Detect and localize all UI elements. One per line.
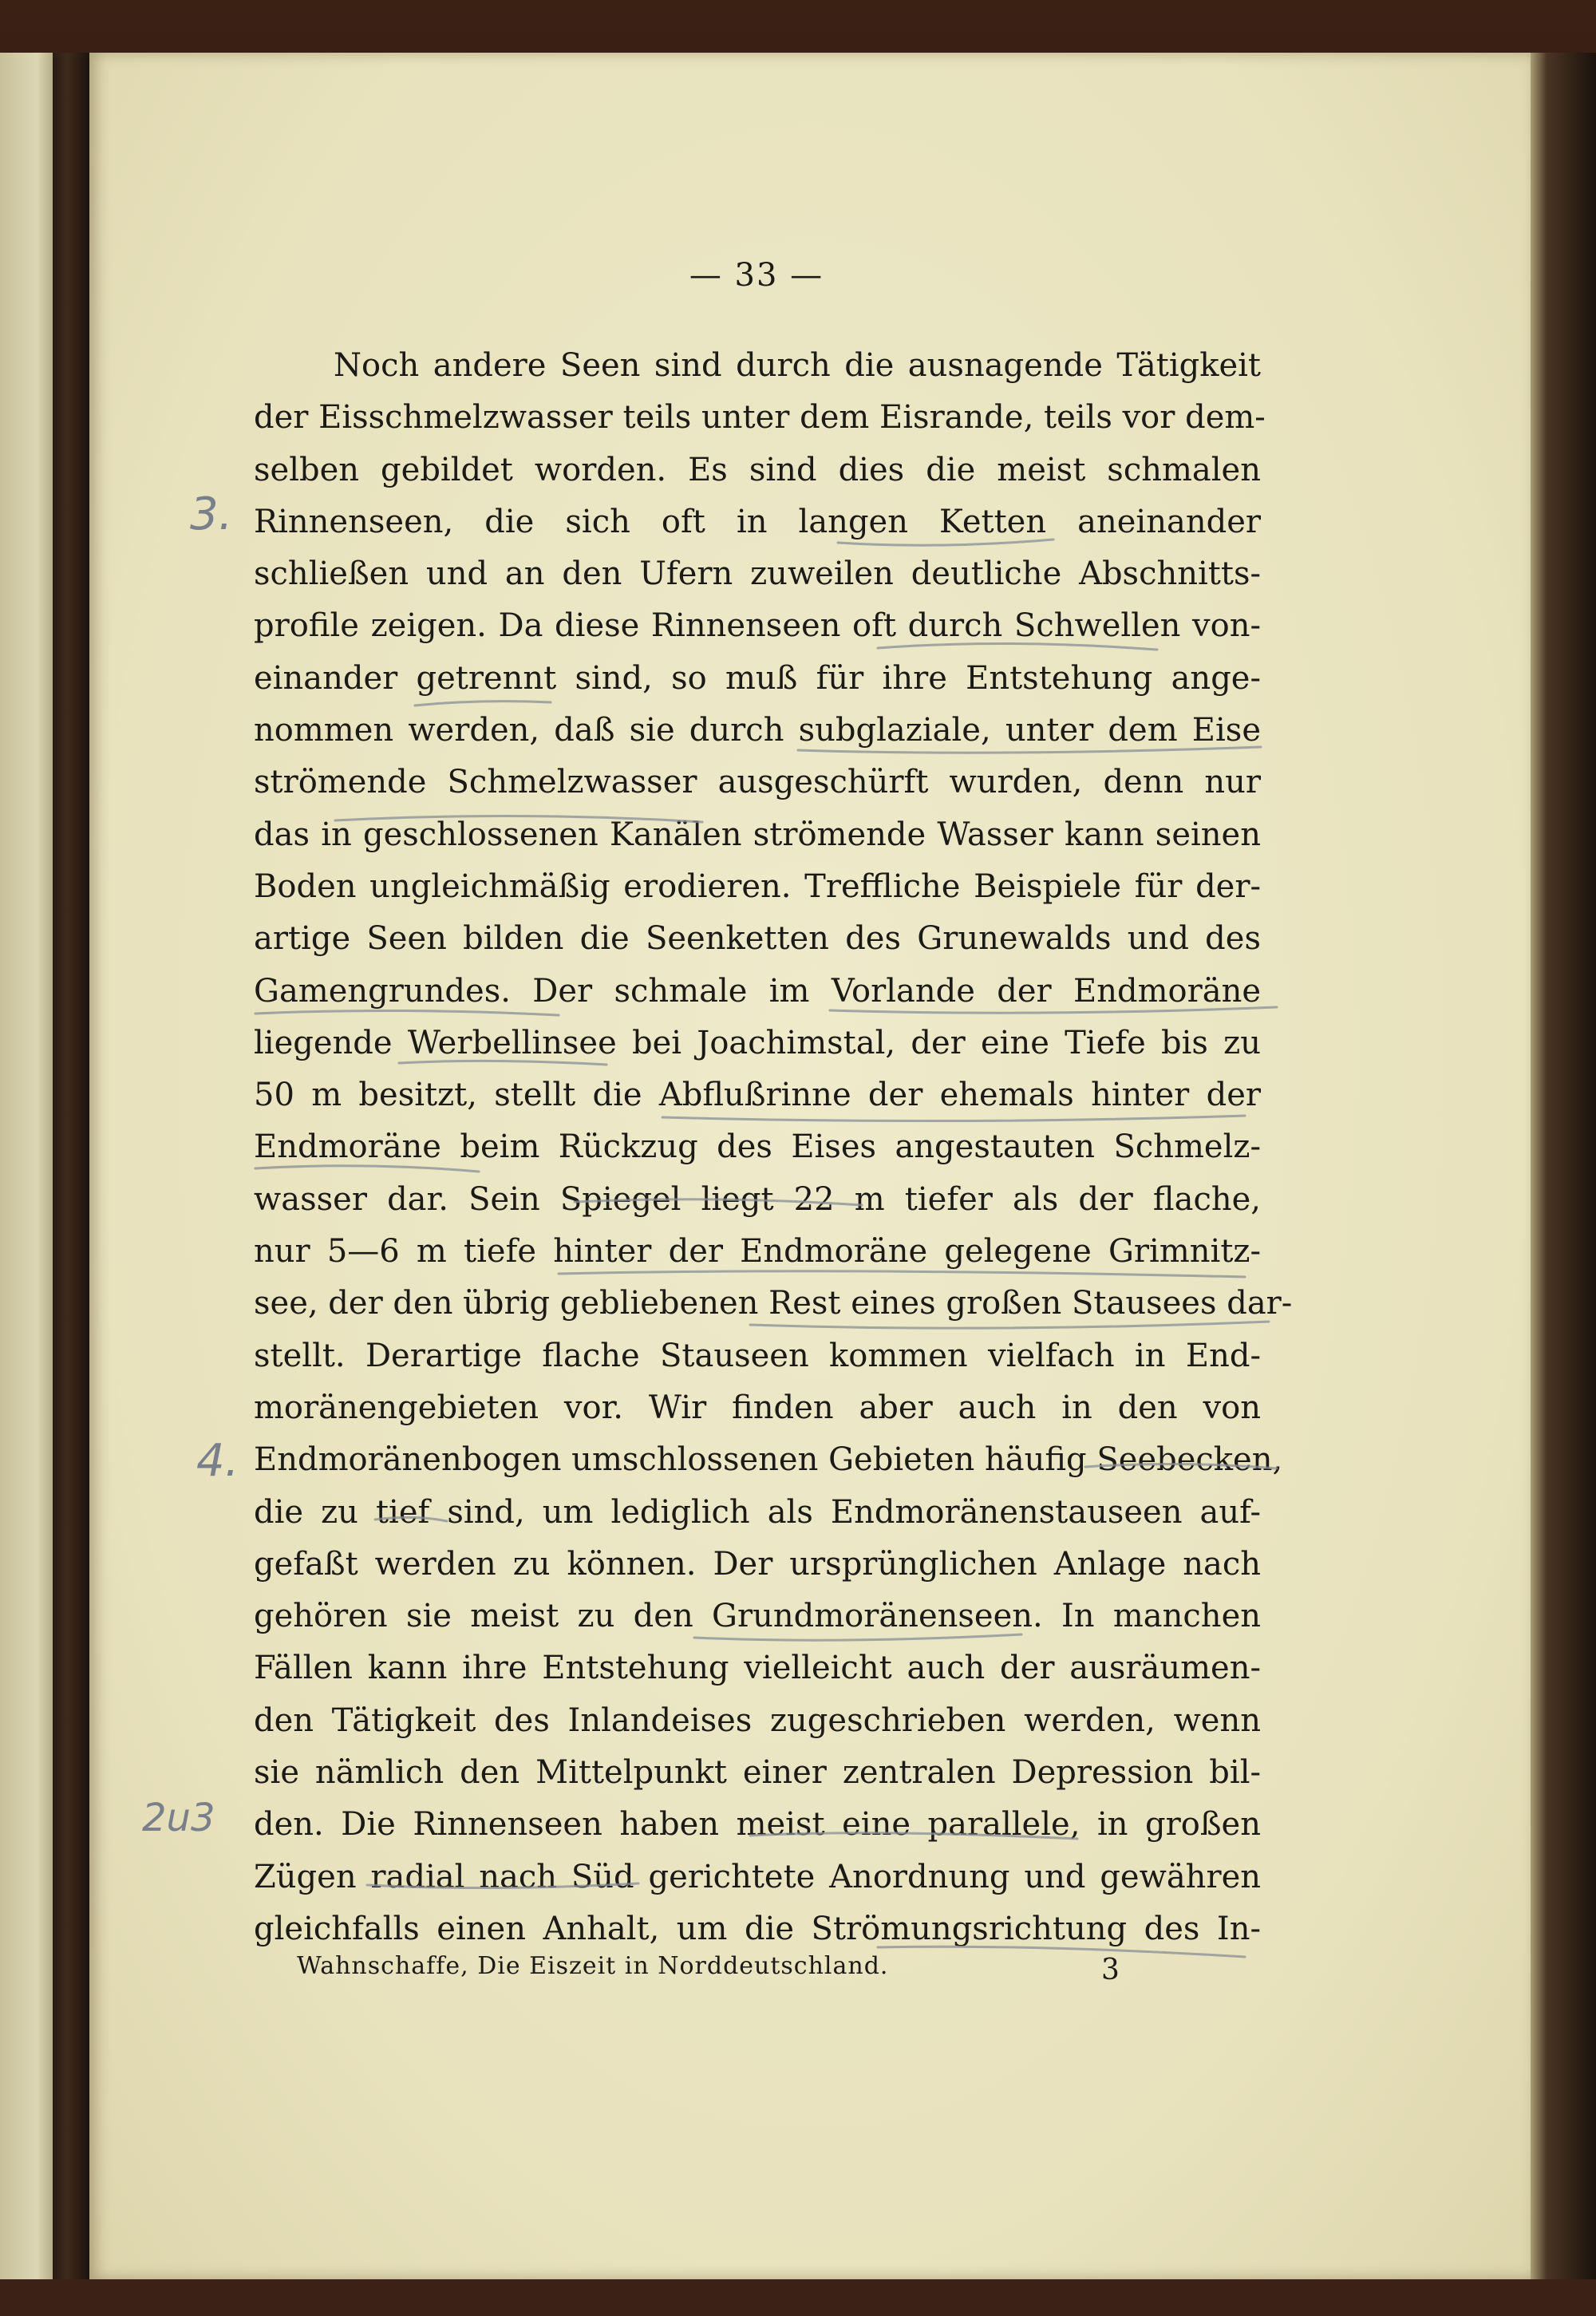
footer-book-title: Wahnschaffe, Die Eiszeit in Norddeutschland. <box>297 1952 889 1980</box>
signature-mark: 3 <box>1101 1954 1120 1986</box>
text-line: gehören sie meist zu den Grundmoränenseen. In manchen <box>254 1598 1261 1635</box>
margin-note: 3. <box>190 488 233 540</box>
text-line: schließen und an den Ufern zuweilen deutliche Abschnitts- <box>254 555 1261 593</box>
pencil-underline <box>694 1634 1021 1640</box>
text-line: liegende Werbellinsee bei Joachimstal, der eine Tiefe bis zu <box>254 1024 1261 1061</box>
page-number: — 33 — <box>689 257 824 294</box>
pencil-underline <box>878 1946 1245 1957</box>
text-line: Rinnenseen, die sich oft in langen Ketten aneinander <box>254 503 1261 540</box>
text-line: einander getrennt sind, so muß für ihre Entstehung ange- <box>254 659 1261 697</box>
pencil-underline <box>415 702 551 705</box>
pencil-underline <box>798 747 1261 753</box>
pencil-underline <box>375 1517 447 1521</box>
text-line: den. Die Rinnenseen haben meist eine parallele, in großen <box>254 1806 1261 1844</box>
pencil-underline <box>750 1833 1077 1839</box>
text-line: Gamengrundes. Der schmale im Vorlande der Endmoräne <box>254 972 1261 1010</box>
text-line: wasser dar. Sein Spiegel liegt 22 m tiefer als der flache, <box>254 1180 1261 1218</box>
pencil-underline <box>878 643 1157 650</box>
pencil-underline <box>367 1883 638 1888</box>
pencil-underline <box>255 1166 479 1172</box>
text-line: see, der den übrig gebliebenen Rest eines großen Stausees dar- <box>254 1285 1293 1322</box>
text-line: gleichfalls einen Anhalt, um die Strömungsrichtung des In- <box>254 1910 1261 1947</box>
text-line: moränengebieten vor. Wir finden aber auch in den von <box>254 1389 1261 1426</box>
text-line: Zügen radial nach Süd gerichtete Anordnung und gewähren <box>254 1858 1261 1895</box>
pencil-underline <box>399 1061 606 1065</box>
pencil-underline <box>1085 1464 1277 1468</box>
text-line: 50 m besitzt, stellt die Abflußrinne der ehemals hinter der <box>254 1077 1261 1114</box>
text-line: gefaßt werden zu können. Der ursprünglichen Anlage nach <box>254 1545 1261 1583</box>
text-line: artige Seen bilden die Seenketten des Grunewalds und des <box>254 920 1261 958</box>
pencil-underline <box>838 539 1053 545</box>
text-line: stellt. Derartige flache Stauseen kommen vielfach in End- <box>254 1337 1261 1374</box>
text-line: sie nämlich den Mittelpunkt einer zentralen Depression bil- <box>254 1754 1261 1792</box>
text-line: Noch andere Seen sind durch die ausnagende Tätigkeit <box>334 347 1261 384</box>
pencil-underline <box>750 1322 1269 1328</box>
pencil-underline <box>559 1271 1245 1277</box>
text-line: der Eisschmelzwasser teils unter dem Eisrande, teils vor dem- <box>254 399 1266 437</box>
pencil-underline <box>335 816 702 822</box>
text-line: nommen werden, daß sie durch subglaziale, unter dem Eise <box>254 712 1261 749</box>
margin-note: 2u3 <box>142 1796 215 1840</box>
margin-note: 4. <box>196 1435 239 1487</box>
text-line: Fällen kann ihre Entstehung vielleicht auch der ausräumen- <box>254 1650 1261 1687</box>
text-line: strömende Schmelzwasser ausgeschürft wurden, denn nur <box>254 764 1261 801</box>
text-line: Boden ungleichmäßig erodieren. Treffliche Beispiele für der- <box>254 868 1261 905</box>
text-line: selben gebildet worden. Es sind dies die meist schmalen <box>254 451 1261 488</box>
text-line: das in geschlossenen Kanälen strömende Wasser kann seinen <box>254 816 1261 853</box>
pencil-underline <box>662 1116 1245 1121</box>
pencil-underline <box>830 1007 1277 1013</box>
text-line: den Tätigkeit des Inlandeises zugeschrieben werden, wenn <box>254 1701 1261 1739</box>
pencil-underline <box>575 1199 862 1205</box>
text-line: Endmoränenbogen umschlossenen Gebieten häufig Seebecken, <box>254 1441 1283 1479</box>
text-line: die zu tief sind, um lediglich als Endmoränenstauseen auf- <box>254 1493 1261 1531</box>
text-line: profile zeigen. Da diese Rinnenseen oft durch Schwellen von- <box>254 607 1261 645</box>
text-line: Endmoräne beim Rückzug des Eises angestauten Schmelz- <box>254 1128 1261 1166</box>
pencil-underline <box>255 1010 559 1015</box>
text-line: nur 5—6 m tiefe hinter der Endmoräne gelegene Grimnitz- <box>254 1233 1261 1271</box>
